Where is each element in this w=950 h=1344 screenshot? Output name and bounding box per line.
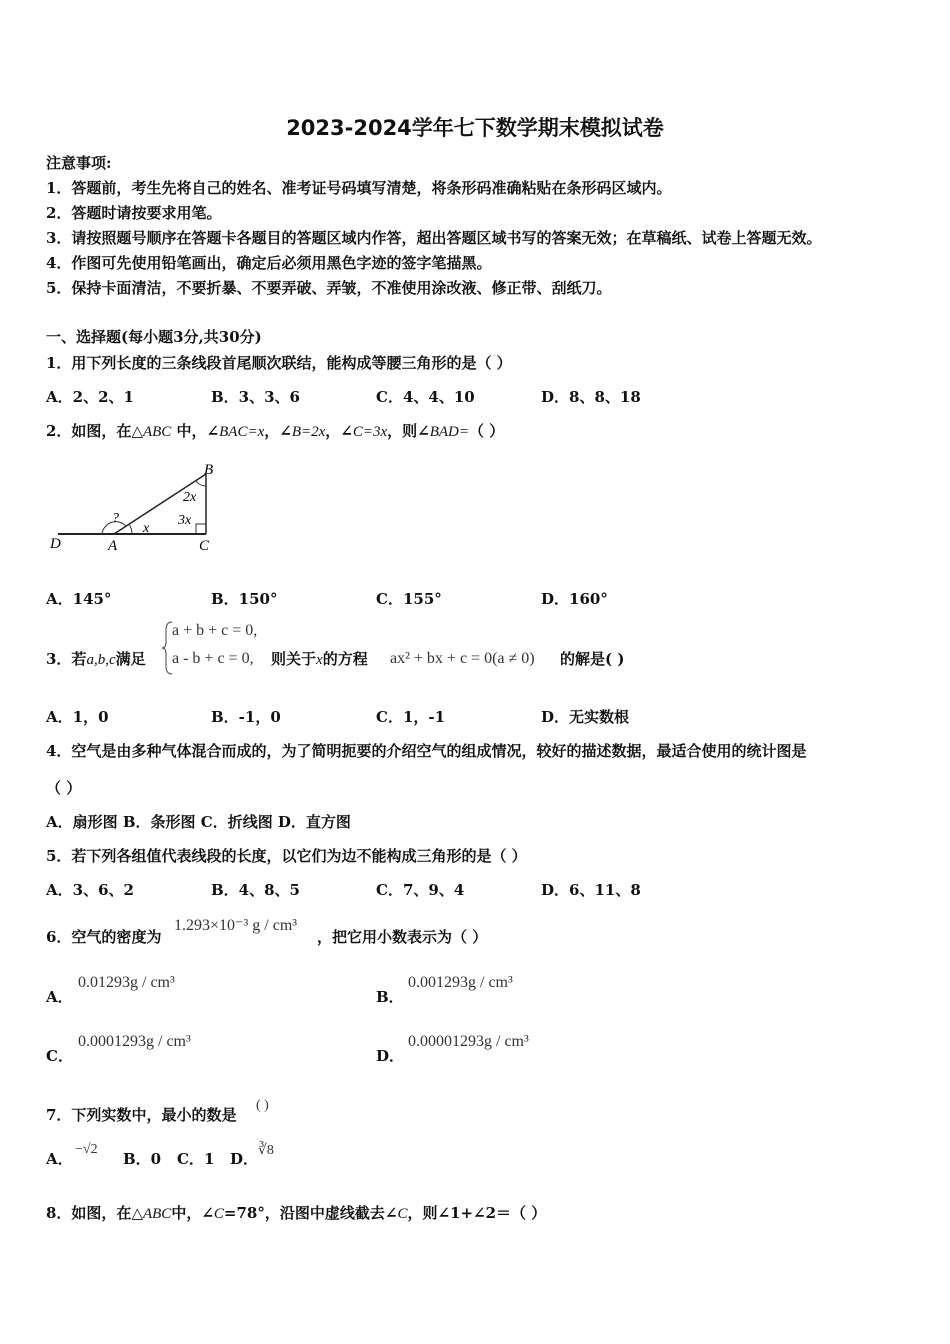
q4-paren: （ ） — [46, 779, 82, 797]
q7-stem: 7．下列实数中，最小的数是 — [46, 1106, 237, 1124]
label-question: ? — [112, 511, 119, 526]
q6-density-value: 1.293×10⁻³ g / cm³ — [174, 917, 298, 934]
q6-option-b-label: B． — [376, 988, 404, 1006]
q6-option-b-value: 0.001293g / cm³ — [408, 974, 513, 991]
q2-triangle-figure — [46, 458, 226, 558]
q1-option-c: C．4、4、10 — [376, 388, 475, 406]
notice-item-5: 5．保持卡面清洁，不要折暴、不要弄破、弄皱，不准使用涂改液、修正带、刮纸刀。 — [46, 279, 612, 297]
q6-option-d-value: 0.00001293g / cm³ — [408, 1033, 529, 1050]
q7-option-b: B．0 — [123, 1150, 162, 1168]
q8-stem: 8．如图，在△ABC中，∠C=78°，沿图中虚线截去∠C，则∠1+∠2＝（ ） — [46, 1204, 547, 1222]
notice-item-4: 4．作图可先使用铅笔画出，确定后必须用黑色字迹的签字笔描黑。 — [46, 254, 492, 272]
label-c: C — [199, 538, 210, 554]
figure-angle-2x — [196, 481, 206, 486]
notice-heading: 注意事项: — [46, 154, 112, 172]
q7-paren: ( ) — [256, 1098, 269, 1113]
q5-option-c: C．7、9、4 — [376, 881, 465, 899]
q4-options: A．扇形图 B．条形图 C．折线图 D．直方图 — [46, 813, 351, 831]
q2-option-b: B．150° — [211, 590, 278, 608]
q3-option-b: B．-1，0 — [211, 708, 281, 726]
q2-option-d: D．160° — [541, 590, 608, 608]
q3-option-a: A．1，0 — [46, 708, 109, 726]
notice-item-2: 2．答题时请按要求用笔。 — [46, 204, 222, 222]
q7-option-d-label: D． — [230, 1150, 259, 1168]
q2-option-c: C．155° — [376, 590, 442, 608]
q5-option-a: A．3、6、2 — [46, 881, 134, 899]
q6-option-c-value: 0.0001293g / cm³ — [78, 1033, 191, 1050]
q1-stem: 1．用下列长度的三条线段首尾顺次联结，能构成等腰三角形的是（ ） — [46, 354, 512, 372]
q5-option-d: D．6、11、8 — [541, 881, 641, 899]
q7-option-a-label: A． — [46, 1150, 73, 1168]
q1-option-d: D．8、8、18 — [541, 388, 641, 406]
notice-item-1: 1．答题前，考生先将自己的姓名、准考证号码填写清楚，将条形码准确粘贴在条形码区域内。 — [46, 179, 672, 197]
q3-option-c: C．1，-1 — [376, 708, 446, 726]
q1-option-b: B．3、3、6 — [211, 388, 300, 406]
q7-option-a-value: −√2 — [75, 1142, 98, 1157]
page-title: 2023-2024学年七下数学期末模拟试卷 — [286, 116, 664, 140]
section-heading: 一、选择题(每小题3分,共30分) — [46, 328, 262, 346]
q5-option-b: B．4、8、5 — [211, 881, 300, 899]
q6-option-c-label: C． — [46, 1047, 73, 1065]
q3-equation-1: a + b + c = 0, — [172, 622, 258, 639]
q3-option-d: D．无实数根 — [541, 708, 630, 726]
q7-option-c: C．1 — [177, 1150, 215, 1168]
label-x: x — [143, 521, 150, 536]
q2-stem: 2．如图，在△ABC 中，∠BAC=x，∠B=2x，∠C=3x，则∠BAD=（ ） — [46, 422, 505, 440]
q7-option-d-value: ∛8 — [258, 1143, 274, 1158]
q6-option-a-label: A． — [46, 988, 73, 1006]
label-b: B — [204, 462, 214, 478]
q1-option-a: A．2、2、1 — [46, 388, 134, 406]
q2-option-a: A．145° — [46, 590, 112, 608]
q6-end: ，把它用小数表示为（ ） — [317, 928, 488, 946]
q3-equation: ax² + bx + c = 0(a ≠ 0) — [390, 650, 535, 667]
q6-option-a-value: 0.01293g / cm³ — [78, 974, 175, 991]
label-d: D — [50, 536, 61, 552]
q6-option-d-label: D． — [376, 1047, 405, 1065]
figure-angle-x — [129, 524, 132, 534]
q5-stem: 5．若下列各组值代表线段的长度，以它们为边不能构成三角形的是（ ） — [46, 847, 527, 865]
q3-middle: 则关于x的方程 — [271, 650, 368, 668]
q3-end: 的解是( ) — [560, 650, 625, 668]
q6-prefix: 6．空气的密度为 — [46, 928, 162, 946]
figure-angle-3x — [196, 524, 206, 534]
q3-equation-2: a - b + c = 0, — [172, 650, 254, 667]
notice-item-3: 3．请按照题号顺序在答题卡各题目的答题区域内作答，超出答题区域书写的答案无效；在草稿纸、试卷上答题无效。 — [46, 229, 822, 247]
label-3x: 3x — [178, 513, 192, 528]
label-2x: 2x — [183, 490, 197, 505]
label-a: A — [108, 538, 118, 554]
q4-stem: 4．空气是由多种气体混合而成的，为了简明扼要的介绍空气的组成情况，较好的描述数据，最适合使用的统计图是 — [46, 742, 807, 760]
q3-prefix: 3．若a,b,c满足 — [46, 650, 146, 668]
